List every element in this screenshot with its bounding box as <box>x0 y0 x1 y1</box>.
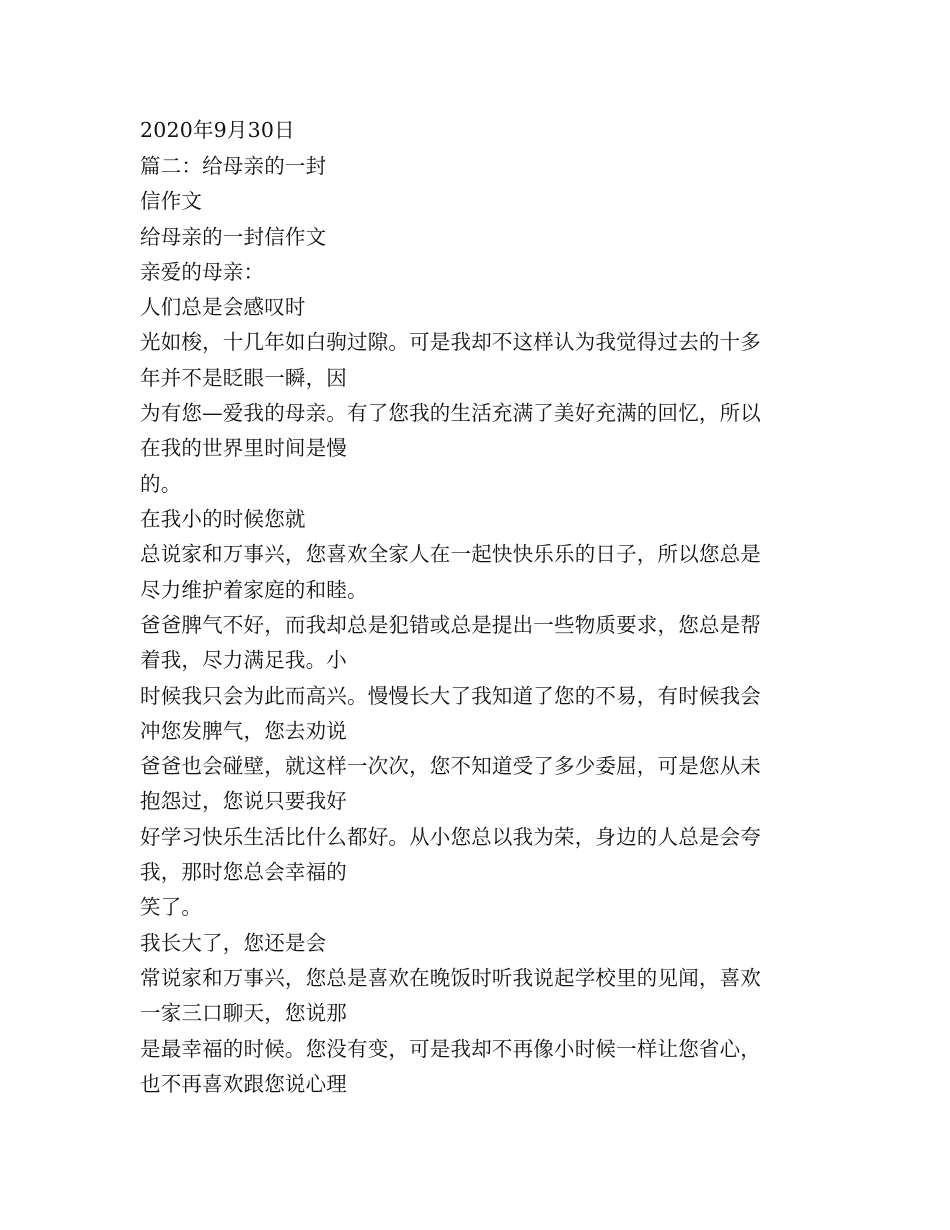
text-line: 时候我只会为此而高兴。慢慢长大了我知道了您的不易，有时候我会 <box>140 684 761 708</box>
text-line: 常说家和万事兴，您总是喜欢在晚饭时听我说起学校里的见闻，喜欢 <box>140 966 761 990</box>
text-line: 信作文 <box>140 189 203 213</box>
text-line: 的。 <box>140 472 182 496</box>
text-line: 年并不是眨眼一瞬，因 <box>140 366 347 390</box>
text-line: 在我小的时候您就 <box>140 507 306 531</box>
text-line: 好学习快乐生活比什么都好。从小您总以我为荣，身边的人总是会夸 <box>140 825 761 849</box>
text-line: 给母亲的一封信作文 <box>140 225 327 249</box>
text-line: 着我，尽力满足我。小 <box>140 648 347 672</box>
text-line: 篇二：给母亲的一封 <box>140 154 327 178</box>
text-line: 光如梭，十几年如白驹过隙。可是我却不这样认为我觉得过去的十多 <box>140 330 761 354</box>
text-line: 爸爸脾气不好，而我却总是犯错或总是提出一些物质要求，您总是帮 <box>140 613 761 637</box>
text-line: 我，那时您总会幸福的 <box>140 860 347 884</box>
text-line: 为有您—爱我的母亲。有了您我的生活充满了美好充满的回忆，所以 <box>140 401 761 425</box>
text-line: 笑了。 <box>140 895 203 919</box>
text-line: 冲您发脾气，您去劝说 <box>140 719 347 743</box>
text-line: 我长大了，您还是会 <box>140 931 327 955</box>
text-line: 是最幸福的时候。您没有变，可是我却不再像小时候一样让您省心， <box>140 1037 761 1061</box>
text-line: 也不再喜欢跟您说心理 <box>140 1072 347 1096</box>
text-line: 2020年9月30日 <box>140 118 295 142</box>
text-line: 爸爸也会碰壁，就这样一次次，您不知道受了多少委屈，可是您从未 <box>140 754 761 778</box>
text-line: 抱怨过，您说只要我好 <box>140 789 347 813</box>
text-line: 一家三口聊天，您说那 <box>140 1001 347 1025</box>
text-line: 在我的世界里时间是慢 <box>140 436 347 460</box>
text-line: 总说家和万事兴，您喜欢全家人在一起快快乐乐的日子，所以您总是 <box>140 542 761 566</box>
text-line: 尽力维护着家庭的和睦。 <box>140 578 368 602</box>
text-line: 亲爱的母亲： <box>140 260 265 284</box>
text-line: 人们总是会感叹时 <box>140 295 306 319</box>
